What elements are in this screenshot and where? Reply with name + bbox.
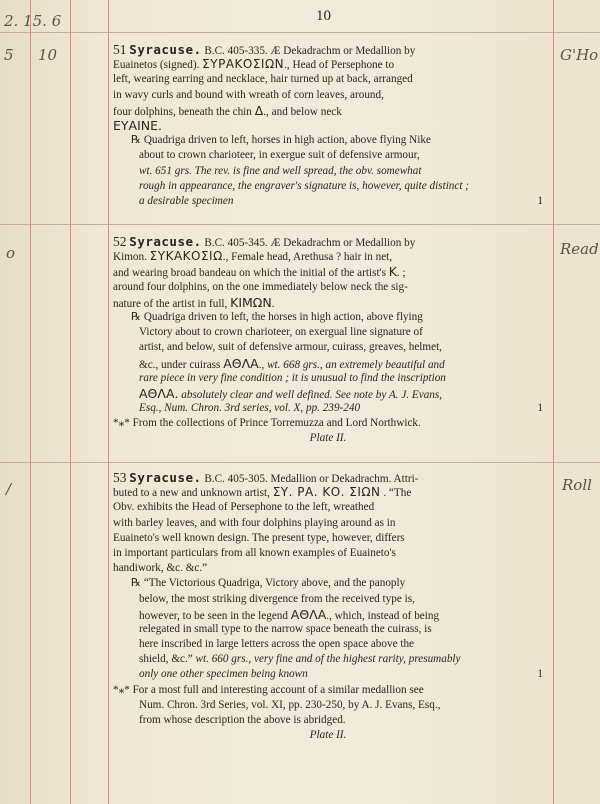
header-rule [0, 32, 600, 33]
greek-legend: ΕΥΑΙΝΕ. [113, 117, 162, 133]
lot-city: Syracuse. [129, 42, 202, 57]
text-line: wt. 668 grs., an extremely beautiful and [267, 358, 445, 371]
lot-number: 53 [113, 470, 127, 485]
footnote-line: from whose description the above is abridged. [139, 714, 346, 726]
text-line: Euaineto's well known design. The present type, however, differs [113, 531, 405, 544]
text-line: ℞ Quadriga driven to left, the horses in high action, above flying [131, 310, 423, 323]
footnote-line: Num. Chron. 3rd Series, vol. XI, pp. 230-250, by A. J. Evans, Esq., [139, 698, 441, 711]
lot-count: 1 [537, 402, 543, 415]
text-line: nature of the artist in full, [113, 297, 228, 310]
greek-legend: ΣΥΚΑΚΟΣΙΩ [149, 249, 223, 264]
text-line: rough in appearance, the engraver's signature is, however, quite distinct ; [139, 179, 469, 192]
margin-rule-4 [553, 0, 554, 804]
text-line: handiwork, &c. &c.” [113, 562, 208, 575]
text-line: ℞ “The Victorious Quadriga, Victory above, and the panoply [131, 577, 406, 590]
text-line: ℞ Quadriga driven to left, horses in high action, above flying Nike [131, 134, 431, 147]
lot-number: 51 [113, 42, 127, 57]
text-line: and wearing broad bandeau on which the initial of the artist's [113, 267, 389, 280]
handwritten-note-53: / [6, 480, 12, 498]
text-line: B.C. 405-345. Æ Dekadrachm or Medallion by [204, 237, 416, 249]
text-line: shield, &c.” [139, 653, 193, 666]
lot-city: Syracuse. [129, 234, 202, 249]
text-line: left, wearing earring and necklace, hair turned up at back, arranged [113, 73, 413, 86]
greek-legend: ΣΥΡΑΚΟΣΙΩΝ [202, 57, 285, 72]
text-line: only one other specimen being known [139, 668, 308, 681]
lot-count: 1 [537, 668, 543, 681]
greek-legend: Δ [254, 102, 264, 118]
handwritten-note-2: 10 [38, 46, 58, 64]
text-line: . [271, 297, 275, 310]
footnote-line: *⁎* For a most full and interesting account of a similar medallion see [113, 683, 424, 696]
text-line: rare piece in very fine condition ; it is unusual to find the inscription [139, 371, 446, 384]
lot-city: Syracuse. [129, 470, 202, 485]
lot-separator [0, 224, 600, 225]
greek-legend: ΣΥ. ΡΑ. ΚΟ. ΣΙΩΝ [272, 485, 381, 500]
greek-legend: ΚΙΜΩΝ [230, 294, 272, 310]
margin-rule-2 [70, 0, 71, 804]
greek-legend: Κ [388, 264, 397, 280]
text-line: a desirable specimen [139, 194, 234, 207]
handwritten-buyer-53: Roll [562, 476, 592, 494]
lot-separator [0, 462, 600, 463]
greek-legend: ΑΘΛΑ [290, 606, 327, 622]
plate-reference: Plate II. [309, 729, 347, 742]
text-line: about to crown charioteer, in exergue suit of defensive armour, [139, 149, 420, 162]
handwritten-note-1: 5 [4, 46, 14, 64]
provenance-note: *⁎* From the collections of Prince Torremuzza and Lord Northwick. [113, 417, 421, 430]
text-line: four dolphins, beneath the chin [113, 105, 252, 118]
plate-reference: Plate II. [309, 432, 347, 445]
lot-number: 52 [113, 234, 127, 249]
text-line: Esq., Num. Chron. 3rd series, vol. X, pp. 239-240 [139, 402, 361, 415]
margin-rule-1 [30, 0, 31, 804]
text-line: ., Female head, Arethusa ? hair in net, [222, 251, 393, 264]
lot-53 [113, 470, 543, 743]
text-line: &c., under cuirass [139, 358, 221, 371]
text-line: however, to be seen in the legend [139, 609, 288, 622]
greek-legend: ΑΘΛΑ [223, 355, 259, 371]
text-line: Kimon. [113, 251, 147, 264]
lot-51 [113, 42, 543, 209]
text-line: in important particulars from all known examples of Euaineto's [113, 546, 396, 559]
text-line: Euainetos (signed). [113, 59, 200, 72]
handwritten-note-52: o [6, 244, 16, 262]
text-line: around four dolphins, on the one immediately below neck the sig- [113, 280, 408, 293]
handwritten-buyer-51: G'Ho [560, 46, 599, 64]
greek-legend: ΑΘΛΑ. [139, 385, 179, 401]
handwritten-buyer-52: Read [560, 240, 599, 258]
text-line: relegated in small type to the narrow space beneath the cuirass, is [139, 622, 432, 635]
text-line: Obv. exhibits the Head of Persephone to the left, wreathed [113, 501, 375, 514]
text-line: wt. 660 grs., very fine and of the highest rarity, presumably [195, 653, 461, 666]
text-line: artist, and below, suit of defensive armour, cuirass, greaves, helmet, [139, 341, 442, 354]
text-line: wt. 651 grs. The rev. is fine and well spread, the obv. somewhat [139, 164, 422, 177]
text-line: below, the most striking divergence from the received type is, [139, 592, 415, 605]
lot-52 [113, 234, 543, 447]
text-line: ., and below neck [263, 105, 342, 118]
text-line: Victory about to crown charioteer, on exergual line signature of [139, 326, 423, 339]
page-number: 10 [316, 8, 331, 24]
margin-rule-3 [108, 0, 109, 804]
text-line: ., Head of Persephone to [284, 59, 395, 72]
text-line: with barley leaves, and with four dolphins playing around as in [113, 516, 396, 529]
text-line: . “The [383, 487, 412, 500]
text-line: in wavy curls and bound with wreath of corn leaves, around, [113, 88, 384, 101]
lot-count: 1 [537, 194, 543, 207]
handwritten-date: 2. 15. 6 [4, 12, 62, 30]
text-line: . ; [396, 267, 406, 280]
text-line: absolutely clear and well defined. See note by A. J. Evans, [181, 388, 443, 401]
text-line: here inscribed in large letters across the open space above the [139, 638, 415, 651]
text-line: ., which, instead of being [326, 609, 440, 622]
text-line: ., [258, 358, 265, 371]
text-line: B.C. 405-305. Medallion or Dekadrachm. Attri- [204, 473, 419, 485]
text-line: B.C. 405-335. Æ Dekadrachm or Medallion by [204, 45, 416, 57]
text-line: buted to a new and unknown artist, [113, 487, 270, 500]
